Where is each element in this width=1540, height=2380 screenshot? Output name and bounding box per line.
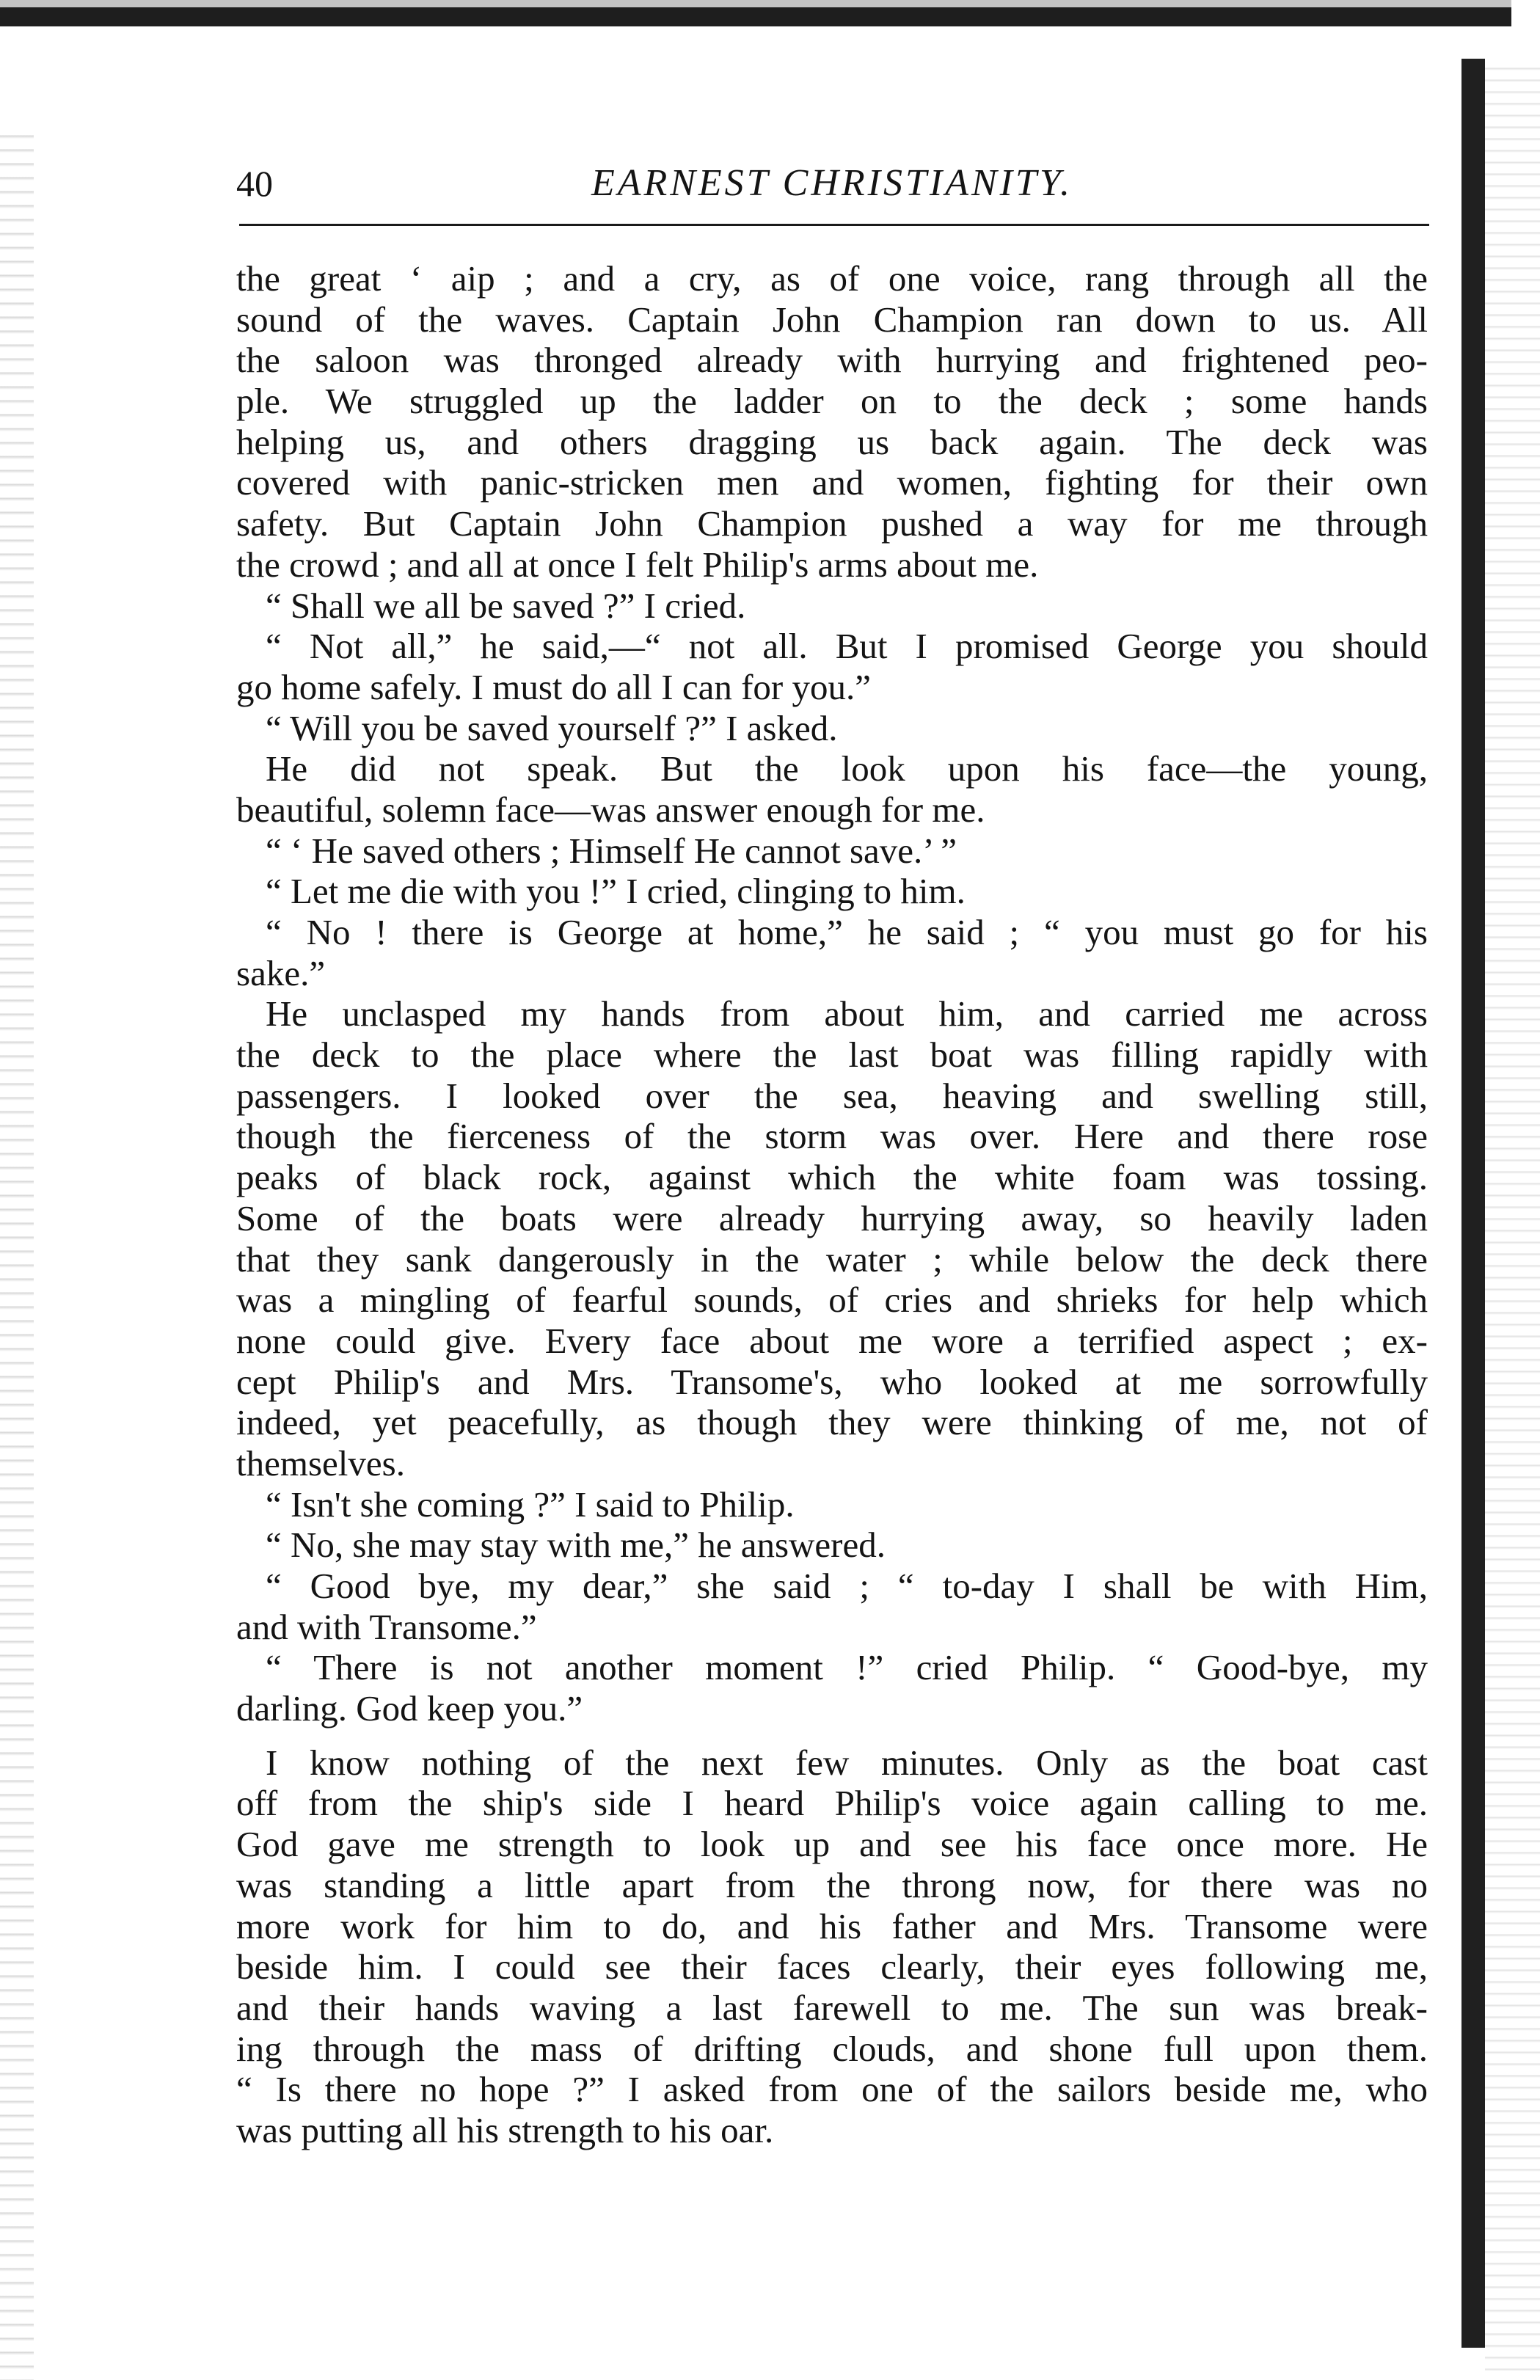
text-line: though the fierceness of the storm was over. Here and there rose — [236, 1116, 1428, 1157]
text-line: the crowd ; and all at once I felt Philip's arms about me. — [236, 544, 1039, 585]
text-line: “ Good bye, my dear,” she said ; “ to-day I shall be with Him, — [266, 1566, 1428, 1606]
text-line: helping us, and others dragging us back again. The deck was — [236, 421, 1428, 462]
paragraph-gap — [236, 1729, 1428, 1742]
text-line: more work for him to do, and his father and Mrs. Transome were — [236, 1905, 1428, 1946]
text-line: “ Will you be saved yourself ?” I asked. — [266, 707, 838, 748]
text-line: the deck to the place where the last boat was filling rapidly with — [236, 1034, 1428, 1076]
text-line: covered with panic-stricken men and women, fighting for their own — [236, 462, 1428, 503]
page-top-rule — [0, 7, 1511, 26]
text-line: off from the ship's side I heard Philip's voice again calling to me. — [236, 1783, 1428, 1824]
text-line: indeed, yet peacefully, as though they were thinking of me, not of — [236, 1402, 1428, 1443]
text-line: none could give. Every face about me wore a terrified aspect ; ex- — [236, 1320, 1428, 1361]
text-line: He unclasped my hands from about him, and carried me across — [266, 993, 1428, 1034]
text-line: cept Philip's and Mrs. Transome's, who looked at me sorrowfully — [236, 1361, 1428, 1402]
text-line: “ Let me die with you !” I cried, clinging to him. — [266, 871, 966, 912]
page-left-edge — [0, 125, 34, 2380]
text-line: was a mingling of fearful sounds, of cries and shrieks for help which — [236, 1280, 1428, 1321]
text-line: themselves. — [236, 1442, 405, 1483]
text-line: ing through the mass of drifting clouds, and shone full upon them. — [236, 2028, 1428, 2069]
text-line: “ No ! there is George at home,” he said ; “ you must go for his — [266, 912, 1428, 952]
header-rule — [239, 224, 1429, 226]
text-line: safety. But Captain John Champion pushed a way for me through — [236, 503, 1428, 544]
running-head: EARNEST CHRISTIANITY. — [591, 162, 1073, 204]
text-line: was standing a little apart from the throng now, for there was no — [236, 1864, 1428, 1905]
text-line: the saloon was thronged already with hurrying and frightened peo- — [236, 340, 1428, 381]
text-line: “ ‘ He saved others ; Himself He cannot save.’ ” — [266, 830, 957, 871]
text-line: darling. God keep you.” — [236, 1688, 583, 1729]
text-line: was putting all his strength to his oar. — [236, 2109, 774, 2150]
text-line: go home safely. I must do all I can for you.” — [236, 666, 871, 707]
text-line: “ There is not another moment !” cried Philip. “ Good-bye, my — [266, 1647, 1428, 1688]
page-number: 40 — [236, 163, 273, 204]
text-line: beside him. I could see their faces clearly, their eyes following me, — [236, 1946, 1428, 1987]
text-line: I know nothing of the next few minutes. Only as the boat cast — [266, 1742, 1428, 1783]
text-line: sake.” — [236, 952, 326, 993]
body-text — [236, 258, 1428, 2151]
text-line: that they sank dangerously in the water ; while below the deck there — [236, 1238, 1428, 1280]
text-line: peaks of black rock, against which the white foam was tossing. — [236, 1157, 1428, 1198]
text-line: ple. We struggled up the ladder on to the deck ; some hands — [236, 381, 1428, 422]
text-line: and with Transome.” — [236, 1606, 537, 1647]
text-line: “ Is there no hope ?” I asked from one of the sailors beside me, who — [236, 2069, 1428, 2110]
page-header — [236, 154, 1428, 213]
text-line: sound of the waves. Captain John Champion ran down to us. All — [236, 299, 1428, 340]
text-line: Some of the boats were already hurrying away, so heavily laden — [236, 1197, 1428, 1238]
page-right-margin — [1485, 59, 1540, 2380]
text-line: “ No, she may stay with me,” he answered. — [266, 1525, 886, 1566]
text-line: “ Shall we all be saved ?” I cried. — [266, 585, 746, 626]
text-line: beautiful, solemn face—was answer enough for me. — [236, 789, 985, 830]
text-line: the great ‘ aip ; and a cry, as of one voice, rang through all the — [236, 258, 1428, 299]
page-top-shadow — [0, 0, 1511, 7]
text-line: God gave me strength to look up and see his face once more. He — [236, 1824, 1428, 1865]
page-right-edge — [1461, 59, 1485, 2348]
text-line: and their hands waving a last farewell to me. The sun was break- — [236, 1987, 1428, 2028]
text-line: “ Isn't she coming ?” I said to Philip. — [266, 1483, 795, 1525]
text-line: He did not speak. But the look upon his face—the young, — [266, 748, 1428, 789]
text-line: passengers. I looked over the sea, heaving and swelling still, — [236, 1075, 1428, 1116]
text-line: “ Not all,” he said,—“ not all. But I promised George you should — [266, 626, 1428, 667]
